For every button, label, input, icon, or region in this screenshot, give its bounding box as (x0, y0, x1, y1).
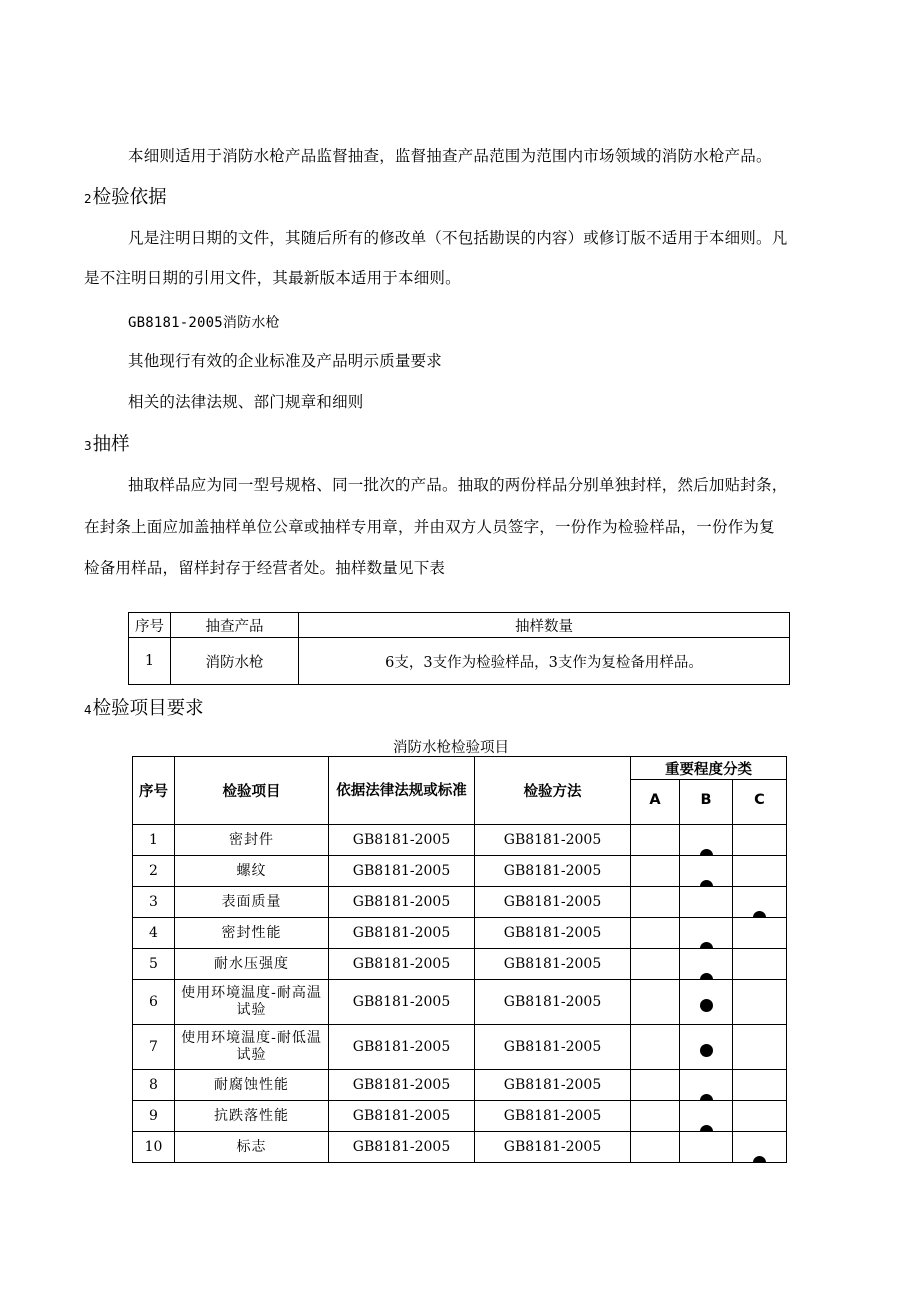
grade-cell-c (733, 1025, 787, 1070)
grade-cell-b (680, 1132, 733, 1163)
cell-item: 螺纹 (175, 856, 329, 887)
cell-no: 5 (133, 949, 175, 980)
table-row (133, 887, 787, 918)
grade-cell-a (631, 949, 680, 980)
grade-cell-a (631, 980, 680, 1025)
grade-cell-c (733, 918, 787, 949)
cell-item: 表面质量 (175, 887, 329, 918)
grade-cell-a (631, 1025, 680, 1070)
header-cell: 检验项目 (175, 757, 329, 825)
grade-cell-c (733, 980, 787, 1025)
table-row (129, 638, 790, 685)
grade-cell-c (733, 1132, 787, 1163)
grade-cell-b (680, 1101, 733, 1132)
grade-cell-c (733, 949, 787, 980)
cell-method: GB8181-2005 (475, 1070, 631, 1101)
section-4-heading (84, 694, 204, 720)
cell-item: 抗跌落性能 (175, 1101, 329, 1132)
cell-no: 4 (133, 918, 175, 949)
cell-no: 1 (133, 825, 175, 856)
grade-cell-b (680, 918, 733, 949)
table-cell: 6支，3支作为检验样品，3支作为复检备用样品。 (299, 638, 790, 685)
cell-method: GB8181-2005 (475, 887, 631, 918)
table-row (133, 949, 787, 980)
grade-dot-icon (700, 1044, 713, 1057)
table-row (133, 1101, 787, 1132)
table-cell: 消防水枪 (171, 638, 299, 685)
cell-no: 10 (133, 1132, 175, 1163)
grade-cell-b (680, 949, 733, 980)
cell-method: GB8181-2005 (475, 1101, 631, 1132)
grade-cell-a (631, 1101, 680, 1132)
section-3-number: 3 (84, 439, 92, 453)
scope-paragraph: 本细则适用于消防水枪产品监督抽查，监督抽查产品范围为范围内市场领域的消防水枪产品。 (128, 147, 772, 165)
cell-no: 9 (133, 1101, 175, 1132)
cell-basis: GB8181-2005 (329, 980, 475, 1025)
table-row (133, 1025, 787, 1070)
cell-no: 2 (133, 856, 175, 887)
cell-item: 标志 (175, 1132, 329, 1163)
table-row (133, 980, 787, 1025)
sampling-table (128, 612, 790, 685)
section-3-paragraph-line-3: 检备用样品，留样封存于经营者处。抽样数量见下表 (84, 559, 446, 577)
cell-method: GB8181-2005 (475, 980, 631, 1025)
table-row (133, 856, 787, 887)
section-3-paragraph-line-1: 抽取样品应为同一型号规格、同一批次的产品。抽取的两份样品分别单独封样，然后加贴封条， (128, 476, 788, 494)
grade-letter-b: B (680, 780, 733, 825)
cell-item: 密封性能 (175, 918, 329, 949)
grade-cell-b (680, 1025, 733, 1070)
table-cell: 1 (129, 638, 171, 685)
grade-cell-a (631, 1070, 680, 1101)
grade-cell-b (680, 825, 733, 856)
inspection-items-table (132, 756, 787, 1163)
sampling-table-header (129, 613, 790, 638)
section-2-number: 2 (84, 192, 92, 206)
cell-basis: GB8181-2005 (329, 1132, 475, 1163)
header-cell: 序号 (129, 613, 171, 638)
grade-cell-b (680, 980, 733, 1025)
section-2-title: 检验依据 (92, 187, 167, 208)
grade-cell-a (631, 1132, 680, 1163)
table-row (133, 1070, 787, 1101)
grade-cell-c (733, 825, 787, 856)
grade-cell-c (733, 1101, 787, 1132)
items-table-header (133, 757, 787, 780)
cell-no: 3 (133, 887, 175, 918)
cell-method: GB8181-2005 (475, 1132, 631, 1163)
cell-basis: GB8181-2005 (329, 887, 475, 918)
cell-method: GB8181-2005 (475, 918, 631, 949)
grade-dot-icon (753, 1156, 766, 1163)
cell-item: 使用环境温度-耐高温试验 (175, 980, 329, 1025)
section-4-title: 检验项目要求 (92, 698, 204, 719)
cell-method: GB8181-2005 (475, 825, 631, 856)
grade-cell-c (733, 856, 787, 887)
cell-item: 使用环境温度-耐低温试验 (175, 1025, 329, 1070)
items-table-body (133, 825, 787, 1163)
section-2-heading (84, 183, 167, 209)
grade-cell-b (680, 856, 733, 887)
cell-item: 耐水压强度 (175, 949, 329, 980)
grade-cell-b (680, 1070, 733, 1101)
reference-item (128, 312, 280, 332)
grade-letter-a: A (631, 780, 680, 825)
grade-cell-b (680, 887, 733, 918)
grade-cell-c (733, 1070, 787, 1101)
grade-cell-c (733, 887, 787, 918)
grade-cell-a (631, 887, 680, 918)
reference-code: GB8181-2005消防水枪 (128, 315, 280, 331)
cell-basis: GB8181-2005 (329, 825, 475, 856)
section-3-title: 抽样 (92, 434, 130, 455)
cell-method: GB8181-2005 (475, 1025, 631, 1070)
cell-no: 6 (133, 980, 175, 1025)
grade-header: 重要程度分类 (631, 757, 787, 780)
section-2-paragraph-line-1: 凡是注明日期的文件，其随后所有的修改单（不包括勘误的内容）或修订版不适用于本细则。凡 (128, 229, 788, 247)
cell-item: 密封件 (175, 825, 329, 856)
grade-cell-a (631, 825, 680, 856)
header-cell: 序号 (133, 757, 175, 825)
section-3-paragraph-line-2: 在封条上面应加盖抽样单位公章或抽样专用章，并由双方人员签字，一份作为检验样品，一份作为复 (84, 518, 775, 536)
section-4-number: 4 (84, 703, 92, 717)
table-row (133, 825, 787, 856)
cell-item: 耐腐蚀性能 (175, 1070, 329, 1101)
grade-dot-icon (700, 999, 713, 1012)
reference-item: 其他现行有效的企业标准及产品明示质量要求 (128, 352, 443, 370)
reference-item: 相关的法律法规、部门规章和细则 (128, 393, 364, 411)
cell-basis: GB8181-2005 (329, 1101, 475, 1132)
grade-cell-a (631, 918, 680, 949)
cell-method: GB8181-2005 (475, 856, 631, 887)
table-row (133, 1132, 787, 1163)
cell-basis: GB8181-2005 (329, 1070, 475, 1101)
header-cell: 依据法律法规或标准 (329, 757, 475, 825)
cell-method: GB8181-2005 (475, 949, 631, 980)
cell-no: 8 (133, 1070, 175, 1101)
grade-cell-a (631, 856, 680, 887)
header-cell: 抽查产品 (171, 613, 299, 638)
cell-basis: GB8181-2005 (329, 918, 475, 949)
section-2-paragraph-line-2: 是不注明日期的引用文件，其最新版本适用于本细则。 (84, 269, 461, 287)
table-caption: 消防水枪检验项目 (393, 740, 509, 756)
cell-basis: GB8181-2005 (329, 856, 475, 887)
cell-basis: GB8181-2005 (329, 1025, 475, 1070)
grade-letter-c: C (733, 780, 787, 825)
header-cell: 抽样数量 (299, 613, 790, 638)
section-3-heading (84, 430, 130, 456)
table-row (133, 918, 787, 949)
cell-basis: GB8181-2005 (329, 949, 475, 980)
cell-no: 7 (133, 1025, 175, 1070)
header-cell: 检验方法 (475, 757, 631, 825)
